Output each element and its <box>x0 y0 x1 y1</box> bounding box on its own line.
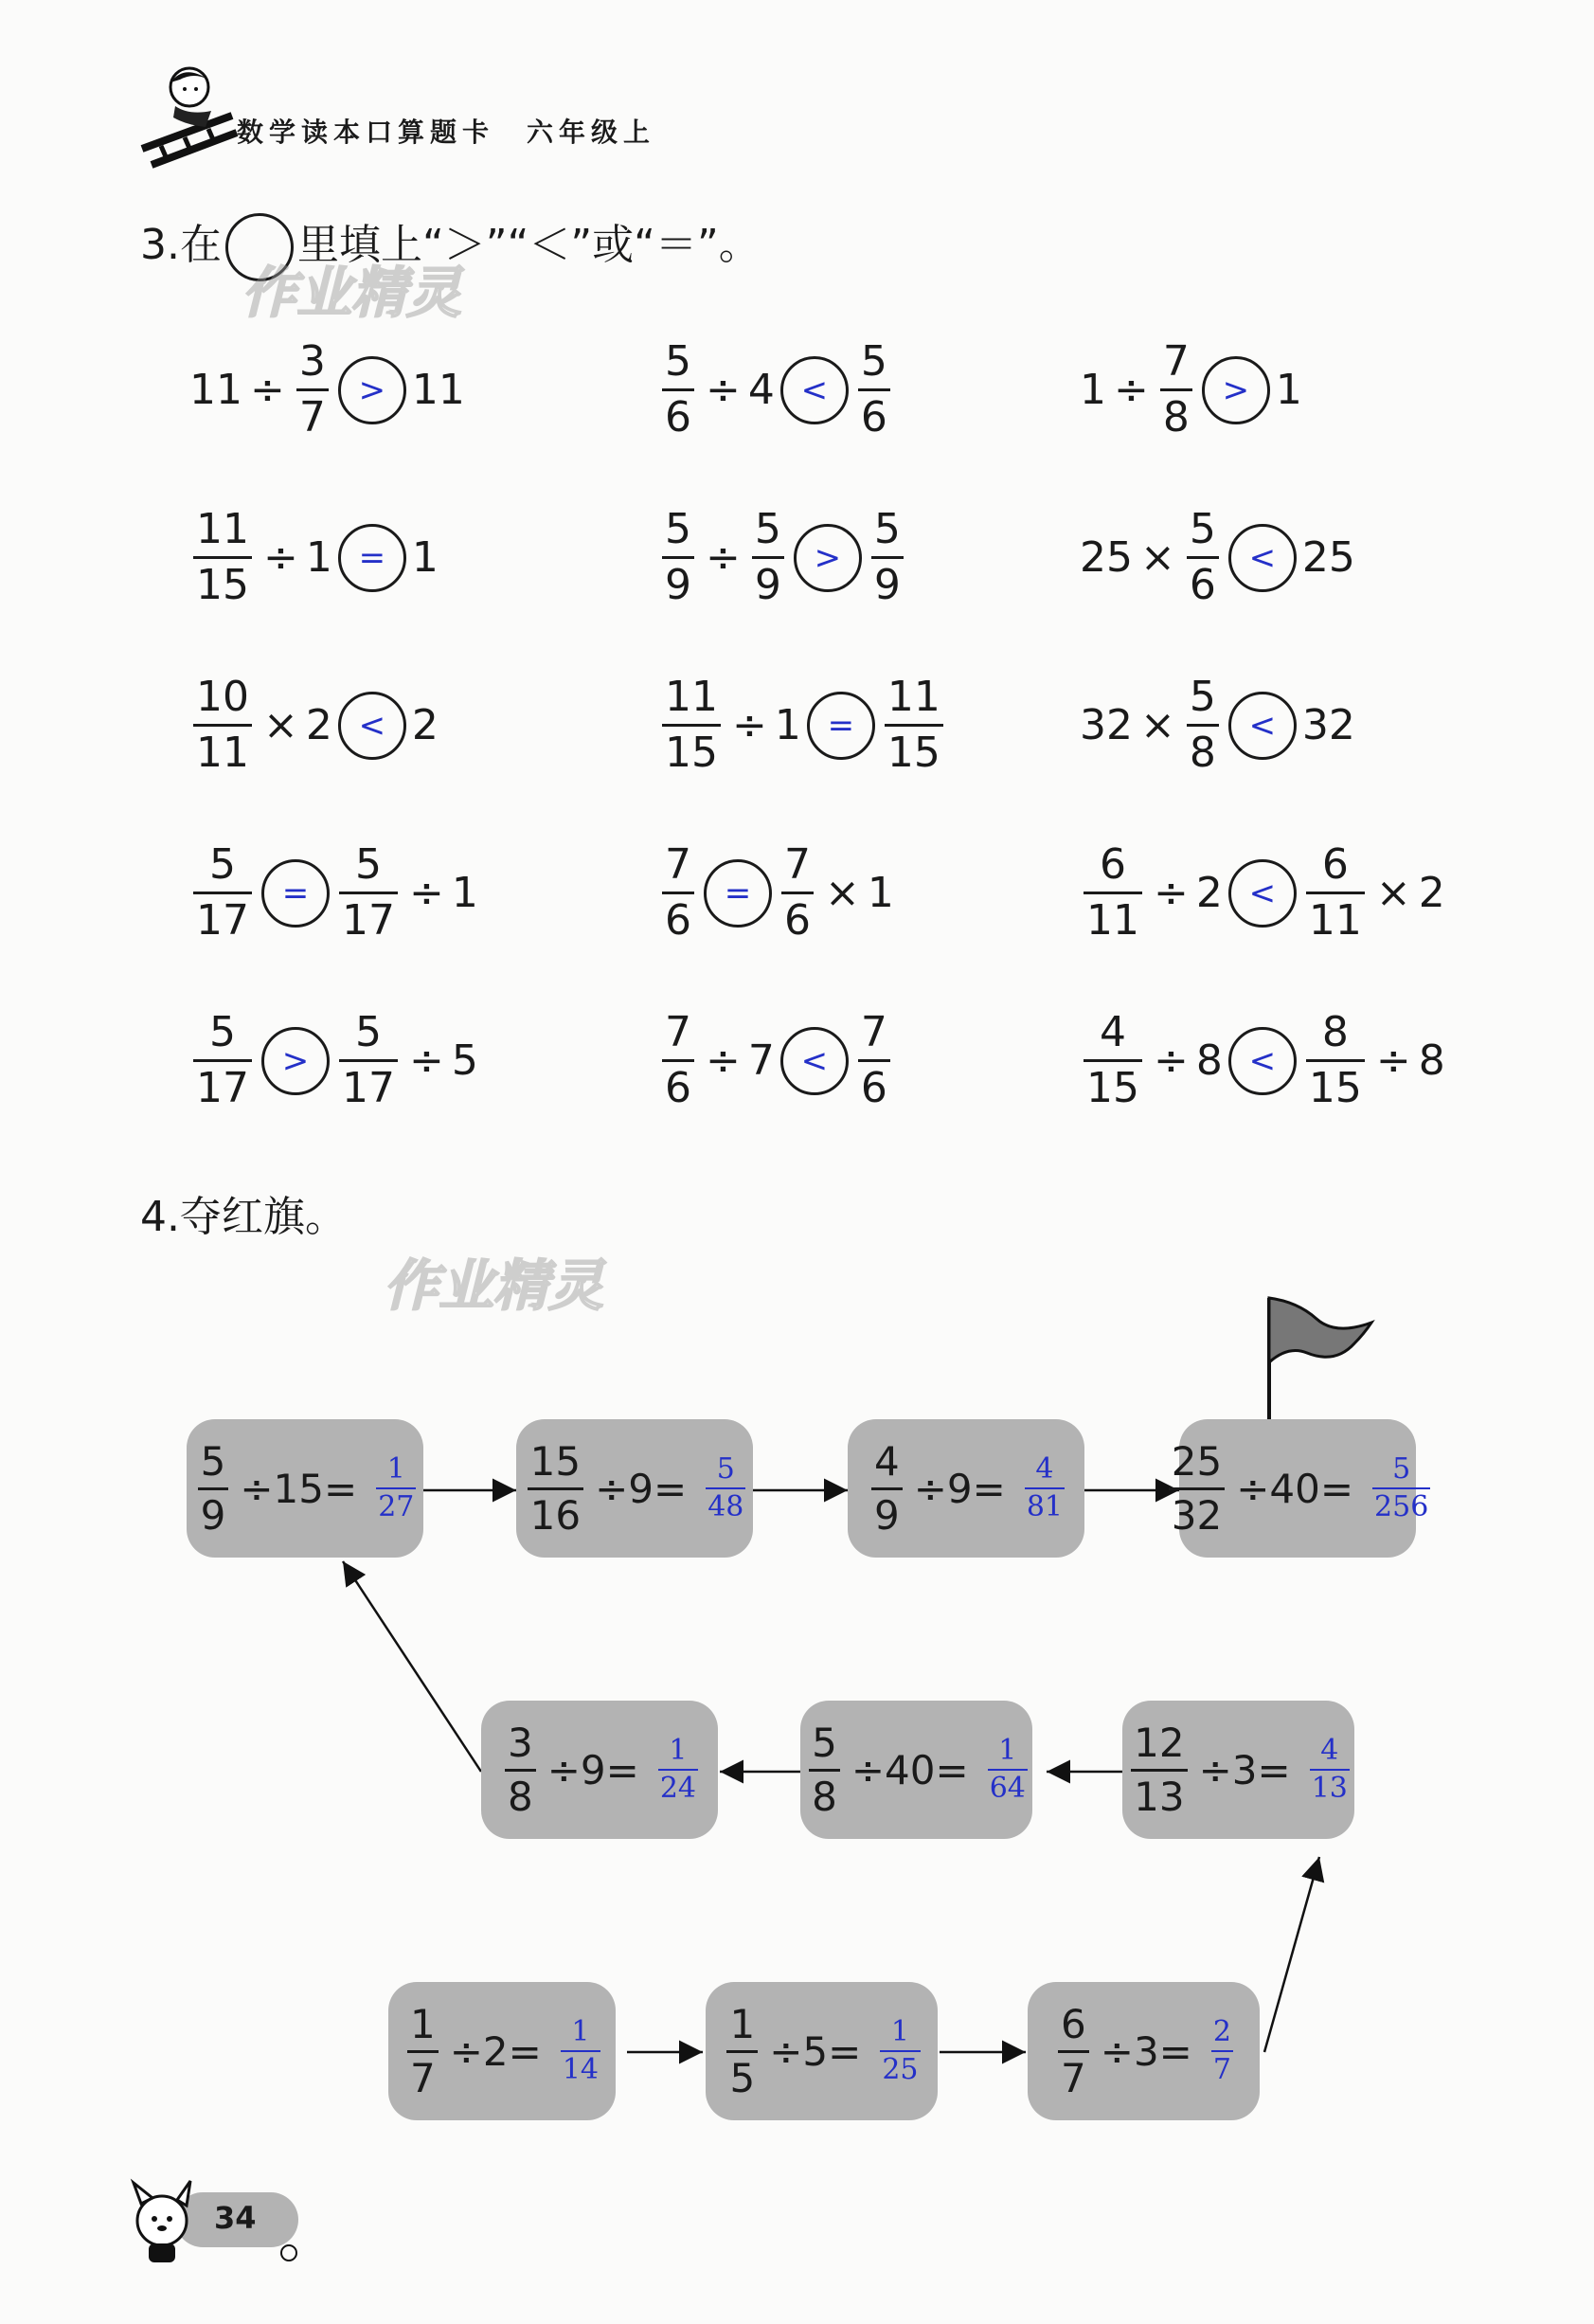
numerator: 5 <box>355 840 382 889</box>
section3-title-prefix: 3.在 <box>140 221 222 269</box>
denominator: 9 <box>662 556 694 606</box>
answer-numerator: 4 <box>1035 1452 1054 1486</box>
operation: ÷5= <box>769 2027 862 2075</box>
answer-denominator: 256 <box>1372 1487 1430 1522</box>
numerator: 6 <box>1321 840 1349 889</box>
operator: × <box>1375 869 1411 917</box>
answer-numerator: 5 <box>716 1452 735 1486</box>
equation-box <box>848 1419 1084 1558</box>
operator: ÷ <box>1154 869 1189 917</box>
numerator: 4 <box>1100 1008 1126 1056</box>
equation-box <box>187 1419 423 1558</box>
denominator: 6 <box>781 892 814 942</box>
denominator: 6 <box>662 388 694 439</box>
denominator: 7 <box>1058 2050 1089 2099</box>
denominator: 7 <box>407 2050 439 2099</box>
denominator: 6 <box>662 1059 694 1109</box>
numerator: 5 <box>1189 505 1216 553</box>
denominator: 7 <box>296 388 329 439</box>
answer-denominator: 13 <box>1310 1769 1350 1803</box>
operation: ÷2= <box>449 2027 542 2075</box>
answer-numerator: 1 <box>386 1452 405 1486</box>
handwritten-answer <box>658 1734 698 1805</box>
answer-circle: = <box>704 859 772 928</box>
numerator: 15 <box>529 1437 582 1485</box>
denominator: 13 <box>1131 1769 1187 1817</box>
numerator: 7 <box>665 840 691 889</box>
number: 7 <box>747 1036 775 1085</box>
answer-circle: < <box>1228 1027 1297 1095</box>
answer-circle: < <box>780 356 849 424</box>
denominator: 17 <box>339 892 398 942</box>
denominator: 15 <box>193 556 252 606</box>
handwritten-answer <box>706 1452 745 1523</box>
answer-denominator: 24 <box>658 1769 698 1803</box>
numerator: 10 <box>196 673 249 721</box>
denominator: 8 <box>505 1769 536 1817</box>
fraction <box>726 2000 758 2101</box>
numerator: 5 <box>1189 673 1216 721</box>
handwritten-answer <box>1310 1734 1350 1805</box>
number: 8 <box>1418 1036 1445 1085</box>
answer-circle: < <box>1228 859 1297 928</box>
denominator: 8 <box>1187 724 1219 774</box>
fraction <box>871 1437 903 1539</box>
fraction <box>407 2000 439 2101</box>
handwritten-answer <box>561 2015 600 2086</box>
numerator: 5 <box>812 1719 837 1766</box>
denominator: 15 <box>1084 1059 1142 1109</box>
number: 5 <box>451 1036 478 1085</box>
number: 25 <box>1080 533 1133 582</box>
equation-box <box>800 1701 1032 1839</box>
number: 1 <box>867 869 894 917</box>
number: 32 <box>1080 701 1133 749</box>
number: 4 <box>747 366 775 414</box>
equation-box <box>481 1701 718 1839</box>
numerator: 12 <box>1134 1719 1185 1766</box>
denominator: 17 <box>339 1059 398 1109</box>
numerator: 7 <box>665 1008 691 1056</box>
answer-circle: < <box>1228 524 1297 592</box>
denominator: 6 <box>858 388 890 439</box>
fraction <box>809 1719 840 1820</box>
equation-box <box>1171 1419 1429 1558</box>
numerator: 3 <box>298 337 326 386</box>
operator: ÷ <box>732 701 767 749</box>
denominator: 11 <box>193 724 252 774</box>
operator: ÷ <box>263 533 298 582</box>
answer-denominator: 27 <box>376 1487 416 1522</box>
number: 2 <box>1195 869 1223 917</box>
denominator: 17 <box>193 892 252 942</box>
answer-circle: < <box>780 1027 849 1095</box>
numerator: 1 <box>409 2000 436 2047</box>
answer-circle: > <box>338 356 406 424</box>
denominator: 16 <box>528 1487 583 1536</box>
answer-denominator: 81 <box>1025 1487 1065 1522</box>
numerator: 25 <box>1171 1437 1223 1485</box>
answer-circle: < <box>1228 692 1297 760</box>
fraction <box>528 1437 583 1539</box>
denominator: 9 <box>198 1487 229 1536</box>
denominator: 11 <box>1306 892 1365 942</box>
denominator: 8 <box>809 1769 840 1817</box>
numerator: 11 <box>887 673 940 721</box>
section3-title-suffix: 里填上“＞”“＜”或“＝”。 <box>296 221 761 269</box>
numerator: 3 <box>507 1719 533 1766</box>
operator: × <box>263 701 298 749</box>
handwritten-answer <box>376 1452 416 1523</box>
denominator: 15 <box>1306 1059 1365 1109</box>
equation-box <box>706 1982 938 2120</box>
answer-denominator: 48 <box>706 1487 745 1522</box>
number: 11 <box>189 366 242 414</box>
number: 32 <box>1301 701 1355 749</box>
operator: ÷ <box>250 366 285 414</box>
answer-denominator: 64 <box>988 1769 1028 1803</box>
answer-circle: = <box>807 692 875 760</box>
handwritten-answer <box>1211 2015 1233 2086</box>
operator: ÷ <box>1154 1036 1189 1085</box>
denominator: 8 <box>1160 388 1192 439</box>
numerator: 7 <box>784 840 811 889</box>
fraction <box>1058 2000 1089 2101</box>
equation-box <box>388 1982 616 2120</box>
denominator: 6 <box>662 892 694 942</box>
number: 1 <box>1080 366 1106 414</box>
denominator: 9 <box>871 1487 903 1536</box>
answer-circle: = <box>261 859 330 928</box>
fraction <box>1131 1719 1187 1820</box>
numerator: 6 <box>1061 2000 1086 2047</box>
header-title: 数学读本口算题卡 六年级上 <box>237 117 656 148</box>
denominator: 9 <box>871 556 904 606</box>
numerator: 11 <box>665 673 718 721</box>
number: 1 <box>305 533 332 582</box>
answer-numerator: 2 <box>1212 2015 1231 2048</box>
numerator: 4 <box>873 1437 900 1485</box>
fraction <box>198 1437 229 1539</box>
numerator: 5 <box>665 337 691 386</box>
number: 1 <box>411 533 439 582</box>
denominator: 11 <box>1084 892 1142 942</box>
numerator: 5 <box>873 505 901 553</box>
numerator: 6 <box>1100 840 1126 889</box>
answer-denominator: 7 <box>1211 2050 1233 2084</box>
operator: ÷ <box>409 1036 444 1085</box>
answer-numerator: 4 <box>1320 1734 1339 1767</box>
operator: ÷ <box>706 366 741 414</box>
handwritten-answer <box>1025 1452 1065 1523</box>
number: 11 <box>411 366 465 414</box>
numerator: 5 <box>209 1008 236 1056</box>
numerator: 7 <box>1162 337 1190 386</box>
equation-box <box>516 1419 753 1558</box>
answer-circle: = <box>338 524 406 592</box>
denominator: 32 <box>1169 1487 1225 1536</box>
operator: × <box>1140 533 1175 582</box>
operation: ÷40= <box>1236 1465 1354 1512</box>
fraction <box>1169 1437 1225 1539</box>
operation: ÷9= <box>546 1746 639 1793</box>
number: 25 <box>1301 533 1355 582</box>
answer-denominator: 25 <box>880 2050 920 2084</box>
numerator: 5 <box>860 337 887 386</box>
answer-denominator: 14 <box>561 2050 600 2084</box>
operation: ÷40= <box>851 1746 969 1793</box>
fraction <box>505 1719 536 1820</box>
numerator: 5 <box>754 505 781 553</box>
answer-numerator: 1 <box>890 2015 909 2048</box>
denominator: 17 <box>193 1059 252 1109</box>
denominator: 15 <box>662 724 721 774</box>
denominator: 5 <box>726 2050 758 2099</box>
numerator: 7 <box>860 1008 887 1056</box>
handwritten-answer <box>880 2015 920 2086</box>
number: 8 <box>1195 1036 1223 1085</box>
numerator: 1 <box>729 2000 756 2047</box>
operation: ÷9= <box>913 1465 1006 1512</box>
equation-box <box>1028 1982 1260 2120</box>
operator: × <box>825 869 860 917</box>
number: 1 <box>1275 366 1302 414</box>
numerator: 5 <box>200 1437 226 1485</box>
answer-numerator: 5 <box>1392 1452 1411 1486</box>
numerator: 11 <box>196 505 249 553</box>
numerator: 5 <box>209 840 236 889</box>
handwritten-answer <box>1372 1452 1430 1523</box>
denominator: 6 <box>1187 556 1219 606</box>
watermark: 作业精灵 <box>242 261 462 325</box>
number: 1 <box>451 869 478 917</box>
operator: ÷ <box>706 1036 741 1085</box>
answer-circle: > <box>261 1027 330 1095</box>
operator: ÷ <box>1375 1036 1411 1085</box>
number: 1 <box>774 701 801 749</box>
numerator: 8 <box>1321 1008 1349 1056</box>
answer-circle: > <box>794 524 862 592</box>
equation-box <box>1122 1701 1354 1839</box>
operator: × <box>1140 701 1175 749</box>
section4-title: 4.夺红旗。 <box>140 1193 347 1241</box>
answer-numerator: 1 <box>998 1734 1017 1767</box>
operation: ÷15= <box>240 1465 358 1512</box>
answer-numerator: 1 <box>571 2015 590 2048</box>
number: 2 <box>1418 869 1445 917</box>
answer-circle: > <box>1202 356 1270 424</box>
operation: ÷9= <box>595 1465 688 1512</box>
operator: ÷ <box>1114 366 1149 414</box>
operation: ÷3= <box>1198 1746 1291 1793</box>
numerator: 5 <box>665 505 691 553</box>
operation: ÷3= <box>1100 2027 1192 2075</box>
denominator: 9 <box>752 556 784 606</box>
page-number: 34 <box>214 2200 257 2236</box>
operator: ÷ <box>409 869 444 917</box>
operator: ÷ <box>706 533 741 582</box>
watermark-2: 作业精灵 <box>384 1253 604 1318</box>
numerator: 5 <box>355 1008 382 1056</box>
answer-numerator: 1 <box>669 1734 688 1767</box>
handwritten-answer <box>988 1734 1028 1805</box>
number: 2 <box>411 701 439 749</box>
answer-circle: < <box>338 692 406 760</box>
number: 2 <box>305 701 332 749</box>
denominator: 15 <box>885 724 943 774</box>
denominator: 6 <box>858 1059 890 1109</box>
